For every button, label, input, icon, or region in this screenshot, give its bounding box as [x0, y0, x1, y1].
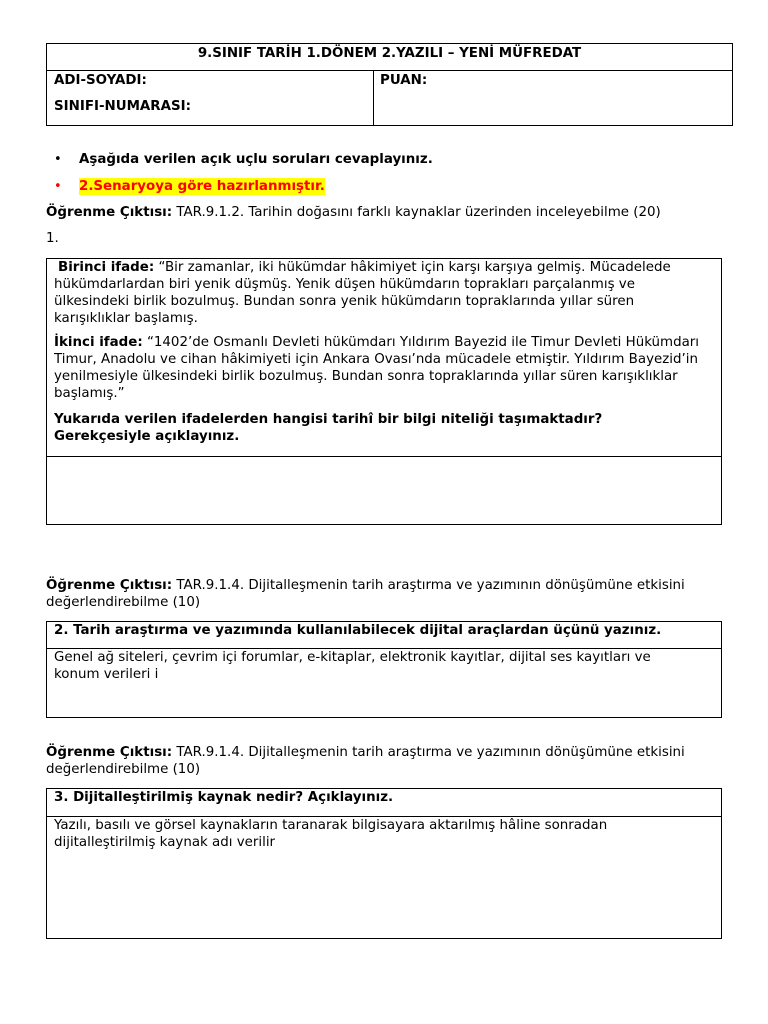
- page-title: 9.SINIF TARİH 1.DÖNEM 2.YAZILI – YENİ MÜFREDAT: [197, 46, 582, 61]
- first-statement-label: Birinci ifade:: [58, 260, 155, 275]
- outcome-label: Öğrenme Çıktısı:: [46, 745, 173, 760]
- outcome-label: Öğrenme Çıktısı:: [46, 578, 173, 593]
- q3-answer-field[interactable]: Yazılı, basılı ve görsel kaynakların taranarak bilgisayara aktarılmış hâline sonradan dijitalleştirilmiş kaynak adı verilir: [54, 818, 608, 850]
- outcome-text: TAR.9.1.4. Dijitalleşmenin tarih araştırma ve yazımının dönüşümüne etkisini değerlendirebilme (10): [46, 578, 685, 610]
- q2-answer-field[interactable]: Genel ağ siteleri, çevrim içi forumlar, e-kitaplar, elektronik kayıtlar, dijital ses kayıtları ve konum verileri i: [54, 650, 651, 682]
- q1-second-statement: [54, 334, 714, 402]
- outcome-label: Öğrenme Çıktısı:: [46, 205, 173, 220]
- q2-question: 2. Tarih araştırma ve yazımında kullanılabilecek dijital araçlardan üçünü yazınız.: [54, 623, 662, 638]
- second-statement-text: “1402’de Osmanlı Devleti hükümdarı Yıldırım Bayezid ile Timur Devleti Hükümdarı Timur, Anadolu ve cihan hâkimiyeti için Ankara Ovası’nda mücadele etmiştir. Yıldırım Bayezid’in yenilmesiyle ülkesindeki birlik bozulmuş. Bundan sonra topraklarında yıllar süren karışıklıklar başlamış.”: [54, 335, 700, 401]
- instruction-2-highlight: 2.Senaryoya göre hazırlanmıştır.: [79, 179, 325, 194]
- q1-question: Yukarıda verilen ifadelerden hangisi tarihî bir bilgi niteliği taşımaktadır? Gerekçesiyle açıklayınız.: [54, 412, 603, 444]
- class-label: SINIFI-NUMARASI:: [54, 99, 191, 114]
- first-statement-text: “Bir zamanlar, iki hükümdar hâkimiyet için karşı karşıya gelmiş. Mücadelede hükümdarlardan biri yenik düşmüş. Yenik düşen hükümdarın toprakları parçalanmış ve ülkesindeki birlik bozulmuş. Bundan sonra yenik hükümdarın topraklarında yıllar süren karışıklıklar başlamış.: [54, 260, 671, 326]
- score-label: PUAN:: [380, 73, 428, 88]
- bullet-icon: •: [54, 179, 62, 194]
- q1-answer-field[interactable]: [54, 459, 714, 520]
- second-statement-label: İkinci ifade:: [54, 335, 143, 350]
- q2-box: [46, 621, 722, 718]
- q1-outcome: [46, 204, 746, 221]
- header-table: [46, 43, 733, 126]
- q1-box: [46, 258, 722, 525]
- instruction-1: Aşağıda verilen açık uçlu soruları cevaplayınız.: [79, 152, 433, 167]
- q3-outcome: [46, 744, 696, 778]
- outcome-text: TAR.9.1.4. Dijitalleşmenin tarih araştırma ve yazımının dönüşümüne etkisini değerlendirebilme (10): [46, 745, 685, 777]
- q3-box: [46, 788, 722, 939]
- q3-question: 3. Dijitalleştirilmiş kaynak nedir? Açıklayınız.: [54, 790, 394, 805]
- q2-outcome: [46, 577, 696, 611]
- name-label: ADI-SOYADI:: [54, 73, 147, 88]
- bullet-icon: •: [54, 152, 62, 167]
- outcome-text: TAR.9.1.2. Tarihin doğasını farklı kaynaklar üzerinden inceleyebilme (20): [172, 205, 661, 220]
- q1-first-statement: [54, 259, 714, 327]
- q1-number: 1.: [46, 231, 59, 246]
